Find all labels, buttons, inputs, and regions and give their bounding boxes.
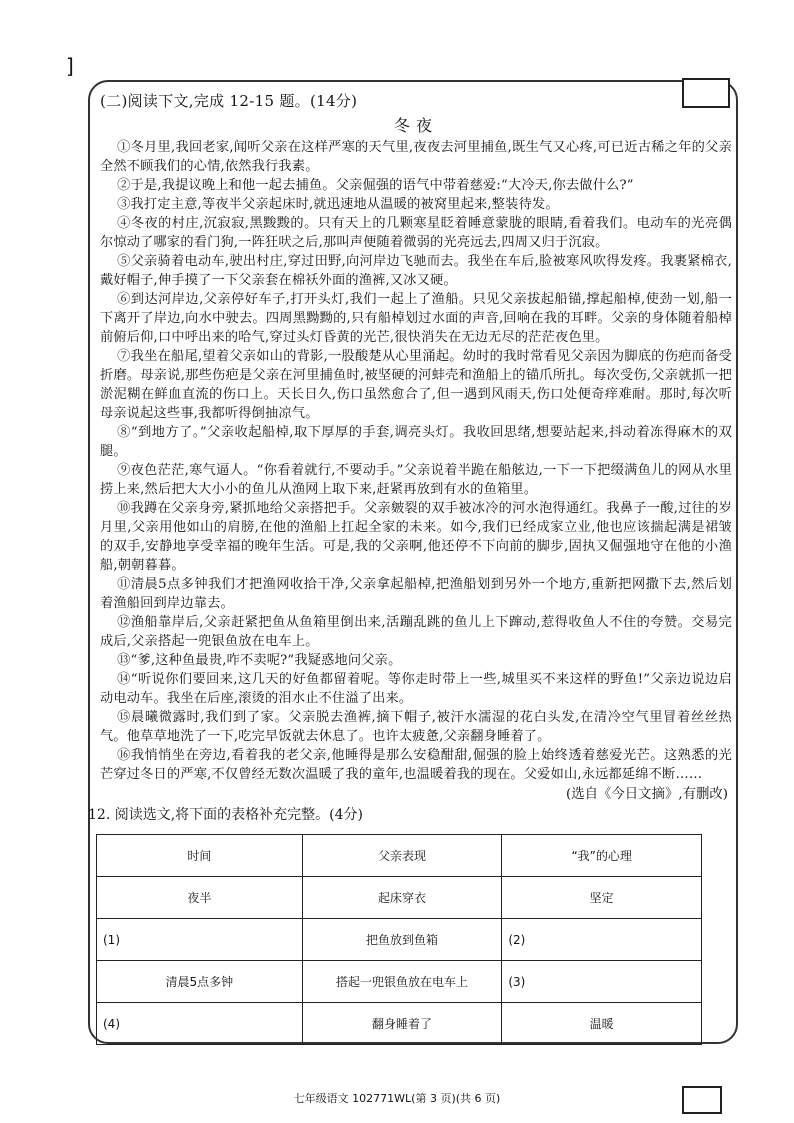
table-header-feeling: “我”的心理 xyxy=(502,835,702,877)
paragraph: ③我打定主意,等夜半父亲起床时,就迅速地从温暖的被窝里起来,整装待发。 xyxy=(117,197,559,212)
table-cell: 翻身睡着了 xyxy=(302,1003,502,1045)
source-note: (选自《今日文摘》,有删改) xyxy=(565,787,728,802)
table-cell: 清晨5点多钟 xyxy=(97,961,303,1003)
paragraph: ⑫渔船靠岸后,父亲赶紧把鱼从鱼箱里倒出来,活蹦乱跳的鱼儿上下蹿动,惹得收鱼人不住的夸赞。交易完成后,父亲搭起一兜银鱼放在电车上。 xyxy=(100,615,732,649)
paragraph: ④冬夜的村庄,沉寂寂,黑黢黢的。只有天上的几颗寒星眨着睡意蒙胧的眼睛,看着我们。电动车的光亮偶尔惊动了哪家的看门狗,一阵狂吠之后,那叫声便随着微弱的光亮远去,四周又归于沉寂。 xyxy=(100,216,732,250)
section-header: (二)阅读下文,完成 12-15 题。(14分) xyxy=(100,92,358,110)
table-header-time: 时间 xyxy=(97,835,303,877)
paragraph: ⑨夜色茫茫,寒气逼人。“你看着就行,不要动手。”父亲说着半跪在船舷边,一下一下把缀满鱼儿的网从水里捞上来,然后把大大小小的鱼儿从渔网上取下来,赶紧再放到有水的鱼箱里。 xyxy=(100,463,732,497)
score-box-bottom xyxy=(682,1086,722,1114)
table-row xyxy=(97,877,702,919)
question-12: 12. 阅读选文,将下面的表格补充完整。(4分) xyxy=(88,807,363,823)
answer-blank-1[interactable]: (1) xyxy=(97,919,303,961)
page-footer: 七年级语文 102771WL(第 3 页)(共 6 页) xyxy=(293,1092,501,1105)
table-header-father: 父亲表现 xyxy=(302,835,502,877)
table-cell: 温暖 xyxy=(502,1003,702,1045)
corner-bracket-mark: ] xyxy=(66,54,74,78)
table-cell: 搭起一兜银鱼放在电车上 xyxy=(302,961,502,1003)
paragraph: ⑥到达河岸边,父亲停好车子,打开头灯,我们一起上了渔船。只见父亲拔起船锚,撑起船棹,使劲一划,船一下离开了岸边,向水中驶去。四周黑黝黝的,只有船棹划过水面的声音,回响在我的耳畔。父亲的身体随着船棹前俯后仰,口中呼出来的哈气,穿过头灯昏黄的光芒,很快消失在无边无尽的茫茫夜色里。 xyxy=(100,292,732,345)
answer-blank-4[interactable]: (4) xyxy=(97,1003,303,1045)
passage-title: 冬夜 xyxy=(393,116,438,135)
paragraph: ⑭“听说你们要回来,这几天的好鱼都留着呢。等你走时带上一些,城里买不来这样的野鱼!”父亲边说边启动电动车。我坐在后座,滚烫的泪水止不住溢了出来。 xyxy=(100,672,732,706)
table-row xyxy=(97,961,702,1003)
table-cell: 起床穿衣 xyxy=(302,877,502,919)
paragraph: ①冬月里,我回老家,闻听父亲在这样严寒的天气里,夜夜去河里捕鱼,既生气又心疼,可已近古稀之年的父亲全然不顾我们的心情,依然我行我素。 xyxy=(100,140,732,174)
paragraph: ⑤父亲骑着电动车,驶出村庄,穿过田野,向河岸边飞驰而去。我坐在车后,脸被寒风吹得发疼。我裹紧棉衣,戴好帽子,伸手摸了一下父亲套在棉袄外面的渔裤,又冰又硬。 xyxy=(100,254,732,288)
paragraph: ⑮晨曦微露时,我们到了家。父亲脱去渔裤,摘下帽子,被汗水濡湿的花白头发,在清冷空气里冒着丝丝热气。他草草地洗了一下,吃完早饭就去休息了。也许太疲惫,父亲翻身睡着了。 xyxy=(100,710,732,744)
paragraph: ⑦我坐在船尾,望着父亲如山的背影,一股酸楚从心里涌起。幼时的我时常看见父亲因为脚底的伤疤而备受折磨。母亲说,那些伤疤是父亲在河里捕鱼时,被坚硬的河蚌壳和渔船上的锚爪所扎。每次受伤,父亲就抓一把淤泥糊在鲜血直流的伤口上。天长日久,伤口虽然愈合了,但一遇到风雨天,伤口处便奇痒难耐。那时,每次听母亲说起这些事,我都听得倒抽凉气。 xyxy=(100,349,732,421)
paragraph: ⑬“爹,这种鱼最贵,咋不卖呢?”我疑惑地问父亲。 xyxy=(117,653,402,668)
paragraph: ②于是,我提议晚上和他一起去捕鱼。父亲倔强的语气中带着慈爱:“大冷天,你去做什么?” xyxy=(117,178,634,193)
paragraph: ⑯我悄悄坐在旁边,看着我的老父亲,他睡得是那么安稳酣甜,倔强的脸上始终透着慈爱光芒。这熟悉的光芒穿过冬日的严寒,不仅曾经无数次温暖了我的童年,也温暖着我的现在。父爱如山,永远都延绵不断…… xyxy=(100,748,732,782)
table-cell: 夜半 xyxy=(97,877,303,919)
answer-table xyxy=(96,834,702,1045)
paragraph: ⑪清晨5点多钟我们才把渔网收拾干净,父亲拿起船棹,把渔船划到另外一个地方,重新把网撒下去,然后划着渔船回到岸边靠去。 xyxy=(100,577,732,611)
paragraph: ⑩我蹲在父亲身旁,紧抓地给父亲搭把手。父亲皴裂的双手被冰冷的河水泡得通红。我鼻子一酸,过往的岁月里,父亲用他如山的肩膀,在他的渔船上扛起全家的未来。如今,我们已经成家立业,他也应该揣起满是裙皱的双手,安静地享受幸福的晚年生活。可是,我的父亲啊,他还停不下向前的脚步,固执又倔强地守在他的小渔船,朝朝暮暮。 xyxy=(100,501,732,573)
table-cell: 把鱼放到鱼箱 xyxy=(302,919,502,961)
reading-passage xyxy=(88,90,732,824)
table-header-row xyxy=(97,835,702,877)
table-row xyxy=(97,919,702,961)
table-row xyxy=(97,1003,702,1045)
answer-blank-2[interactable]: (2) xyxy=(502,919,702,961)
paragraph: ⑧“到地方了。”父亲收起船棹,取下厚厚的手套,调亮头灯。我收回思绪,想要站起来,抖动着冻得麻木的双腿。 xyxy=(100,425,732,459)
answer-blank-3[interactable]: (3) xyxy=(502,961,702,1003)
table-cell: 坚定 xyxy=(502,877,702,919)
